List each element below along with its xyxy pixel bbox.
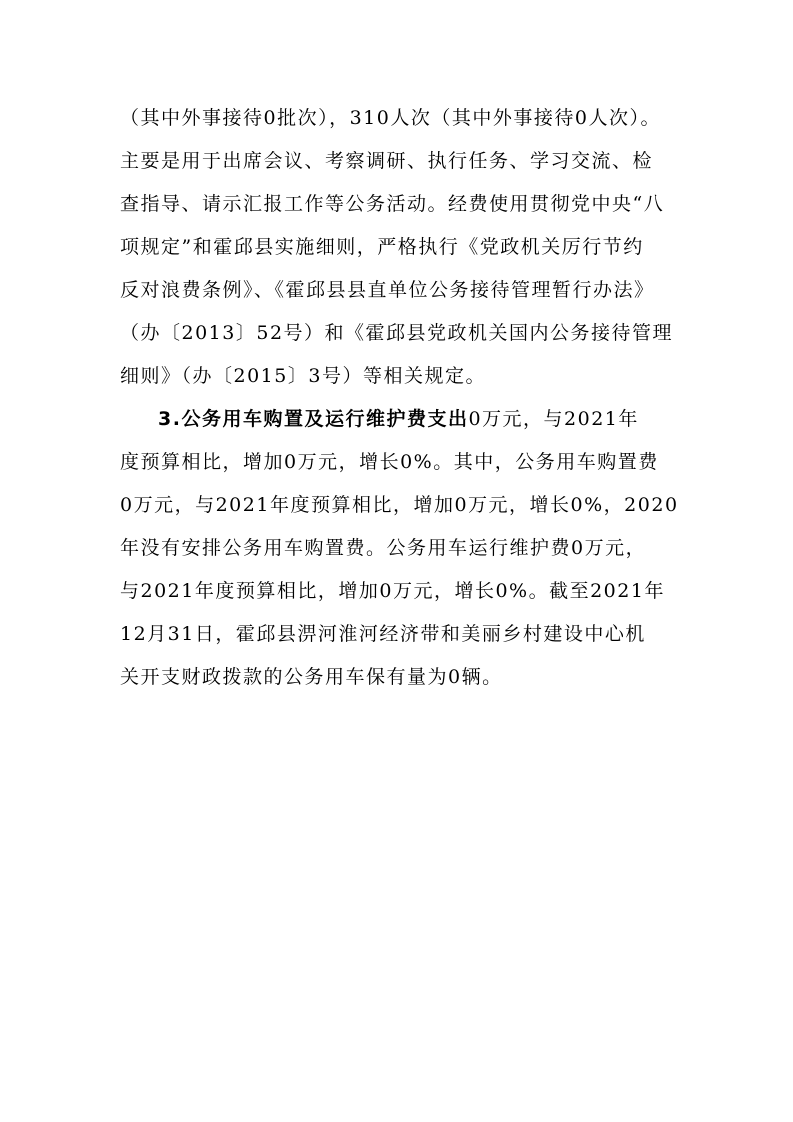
paragraph2-line-6: 12月31日，霍邱县淠河淮河经济带和美丽乡村建设中心机 xyxy=(120,623,646,645)
paragraph1-line-5: 反对浪费条例》、《霍邱县县直单位公务接待管理暂行办法》 xyxy=(120,279,655,301)
paragraph2-line-4: 年没有安排公务用车购置费。公务用车运行维护费0万元， xyxy=(120,537,647,559)
paragraph1-line-2: 主要是用于出席会议、考察调研、执行任务、学习交流、检 xyxy=(120,150,654,172)
paragraph1-line-3: 查指导、请示汇报工作等公务活动。经费使用贯彻党中央“八 xyxy=(120,193,665,215)
paragraph2-line-5: 与2021年度预算相比，增加0万元，增长0%。截至2021年 xyxy=(120,580,665,602)
paragraph2-line-1-rest: 0万元，与2021年 xyxy=(468,408,639,430)
paragraph2-line-7: 关开支财政拨款的公务用车保有量为0辆。 xyxy=(120,666,503,688)
paragraph2-line-1 xyxy=(158,401,680,437)
paragraph1-line-6: （办〔2013〕52号）和《霍邱县党政机关国内公务接待管理 xyxy=(120,322,674,344)
paragraph2-heading: 3.公务用车购置及运行维护费支出 xyxy=(158,408,469,430)
paragraph1-line-7: 细则》（办〔2015〕3号）等相关规定。 xyxy=(120,365,486,387)
paragraph2-line-2: 度预算相比，增加0万元，增长0%。其中，公务用车购置费 xyxy=(120,451,659,473)
paragraph2-line-3: 0万元，与2021年度预算相比，增加0万元，增长0%，2020 xyxy=(120,494,679,516)
paragraph1-line-1: （其中外事接待0批次），310人次（其中外事接待0人次）。 xyxy=(120,107,661,129)
paragraph1-line-4: 项规定”和霍邱县实施细则，严格执行《党政机关厉行节约 xyxy=(120,236,644,258)
